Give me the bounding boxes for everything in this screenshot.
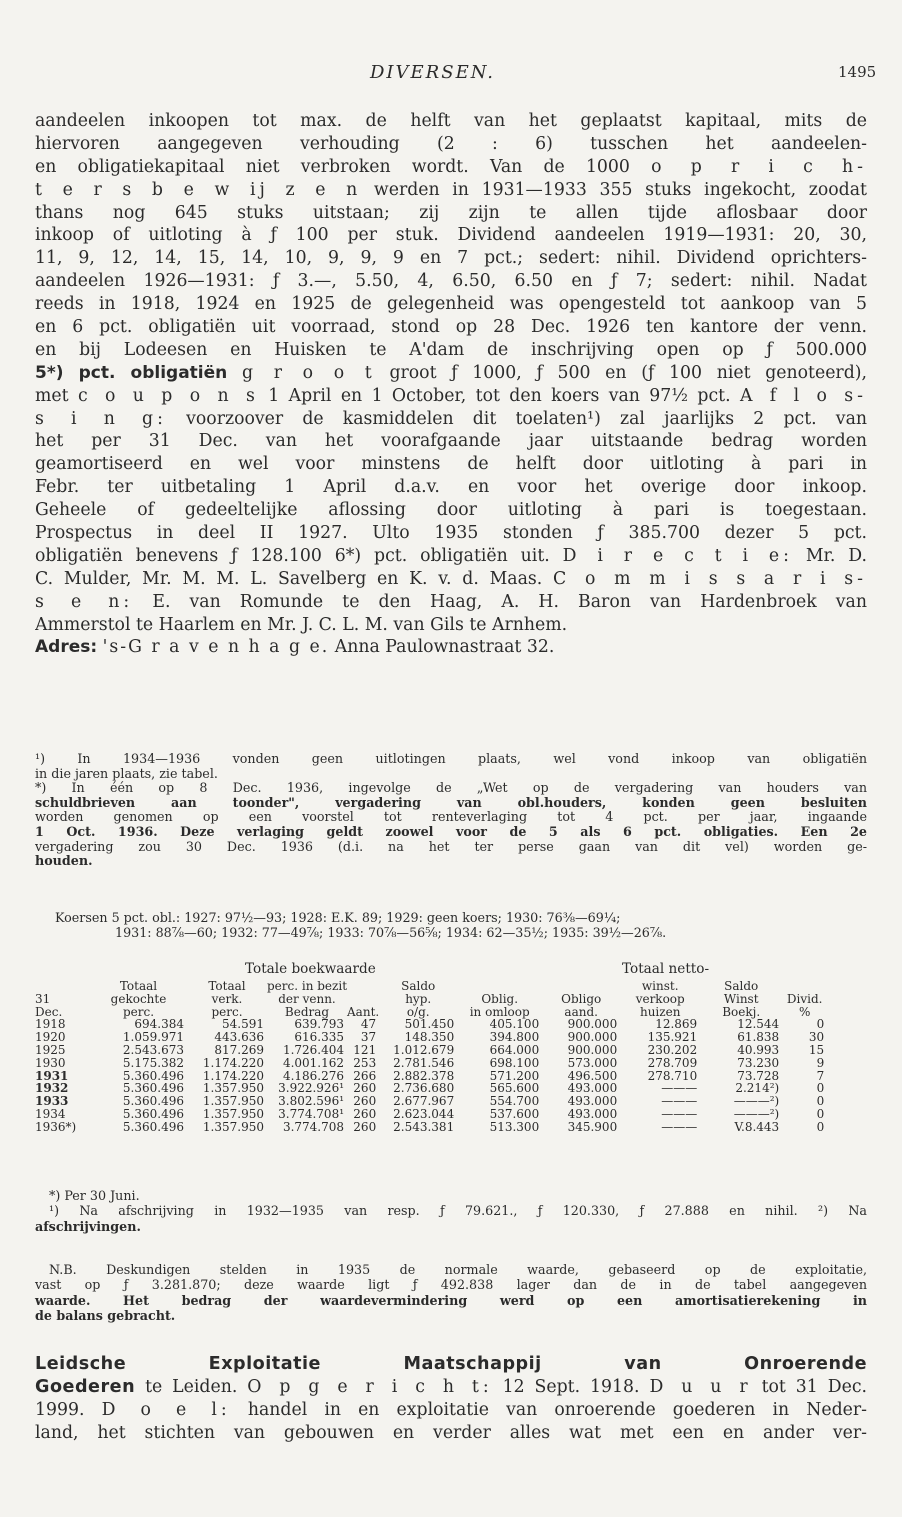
table-cell: 1.357.950	[202, 1081, 264, 1096]
table-cell: 2.543.381	[393, 1119, 455, 1134]
text-line: Ammerstol te Haarlem en Mr. J. C. L. M. van Gils te Arnhem.	[35, 614, 568, 635]
table-cell: 1933	[35, 1094, 69, 1109]
table-cell: 1930	[35, 1055, 66, 1070]
footnote-line: worden genomen op een voorstel tot renteverlaging tot 4 pct. per jaar, ingaande	[35, 810, 867, 825]
company-line: Goederen te Leiden. O p g e r i c h t: 12 Sept. 1918. D u u r tot 31 Dec.	[35, 1376, 867, 1397]
footnote-line: in die jaren plaats, zie tabel.	[35, 766, 218, 781]
table-cell: 537.600	[489, 1106, 540, 1121]
koers-line: 1931: 88⅞—60; 1932: 77—49⅞; 1933: 70⅞—56⅝; 1934: 62—35½; 1935: 39½—26⅞.	[115, 925, 667, 940]
table-header-cell: Divid.	[786, 991, 823, 1006]
table-header-cell	[35, 980, 90, 993]
table-cell: ———	[661, 1094, 698, 1109]
page-number: 1495	[838, 63, 877, 81]
table-cell: 1.357.950	[202, 1094, 264, 1109]
text-line: inkoop of uitloting à ƒ 100 per stuk. Dividend aandeelen 1919—1931: 20, 30,	[35, 225, 867, 246]
table-cell: 0	[816, 1119, 825, 1134]
table-cell: 2.882.378	[393, 1068, 455, 1083]
text-line: s i n g: voorzoover de kasmiddelen dit toelaten¹) zal jaarlijks 2 pct. van	[35, 408, 867, 429]
table-cell: 900.000	[567, 1030, 618, 1045]
text-line: het per 31 Dec. van het voorafgaande jaar uitstaande bedrag worden	[35, 431, 867, 452]
company-entry	[35, 1353, 867, 1445]
table-cell: 817.269	[214, 1042, 264, 1057]
table-cell: 1932	[35, 1081, 69, 1096]
table-cell: 394.800	[489, 1030, 540, 1045]
table-cell: 1.726.404	[282, 1042, 345, 1057]
table-cell: 15	[808, 1042, 825, 1057]
table-cell: 7	[816, 1068, 825, 1083]
text-line: thans nog 645 stuks uitstaan; zij zijn te allen tijde aflosbaar door	[35, 202, 867, 223]
table-cell: 664.000	[489, 1042, 540, 1057]
table-cell: 2.214²)	[735, 1081, 780, 1096]
nb-line: vast op ƒ 3.281.870; deze waarde ligt ƒ 492.838 lager dan de in de tabel aangegeven	[35, 1277, 867, 1293]
table-header-cell: Dec.	[35, 1004, 63, 1019]
table-cell: ———	[661, 1081, 698, 1096]
table-cell: 61.838	[737, 1030, 780, 1045]
table-cell: 3.922.926¹	[278, 1081, 345, 1096]
text-line: geamortiseerd en wel voor minstens de helft door uitloting à pari in	[35, 454, 867, 475]
text-line: 5*) pct. obligatiën g r o o t groot ƒ 1000, ƒ 500 en (ƒ 100 niet genoteerd),	[35, 362, 867, 383]
footnote-line: ¹) In 1934—1936 vonden geen uitlotingen plaats, wel vond inkoop van obligatiën	[35, 752, 867, 766]
table-cell: 698.100	[489, 1055, 540, 1070]
text-line: aandeelen inkoopen tot max. de helft van het geplaatst kapitaal, mits de	[35, 111, 867, 131]
footnote-line: houden.	[35, 854, 93, 869]
table-cell: 5.360.496	[122, 1106, 184, 1121]
nb-line: N.B. Deskundigen stelden in 1935 de normale waarde, gebaseerd op de exploitatie,	[49, 1262, 867, 1277]
table-cell: 493.000	[567, 1081, 618, 1096]
table-header-cell: Totaal	[208, 979, 246, 993]
text-line: obligatiën benevens ƒ 128.100 6*) pct. obligatiën uit. D i r e c t i e: Mr. D.	[35, 545, 867, 566]
table-cell: 266	[353, 1068, 377, 1083]
koers-line: Koersen 5 pct. obl.: 1927: 97½—93; 1928: E.K. 89; 1929: geen koers; 1930: 76⅜—69¼;	[55, 910, 621, 925]
table-cell: 493.000	[567, 1094, 618, 1109]
table-header-cell: Bedrag	[284, 1004, 330, 1019]
table-cell: 1918	[35, 1017, 66, 1032]
table-cell: 0	[816, 1094, 825, 1109]
table-row	[35, 1044, 827, 1057]
table-header-cell	[542, 980, 620, 993]
table-cell: 0	[816, 1106, 825, 1121]
table-cell: 1920	[35, 1030, 66, 1045]
table-cell: 405.100	[489, 1017, 540, 1032]
table-header-cell: perc.	[211, 1004, 243, 1019]
table-cell: 0	[816, 1081, 825, 1096]
table-cell: 639.793	[294, 1017, 345, 1032]
table-header-cell: huizen	[639, 1004, 681, 1019]
table-cell: 54.591	[222, 1017, 264, 1032]
table-cell: 2.781.546	[393, 1055, 455, 1070]
table-cell: 501.450	[404, 1017, 455, 1032]
table-header-cell	[457, 980, 542, 993]
table-cell: 37	[360, 1030, 377, 1045]
text-line: met c o u p o n s 1 April en 1 October, tot den koers van 97½ pct. A f l o s-	[35, 385, 867, 406]
table-cell: 278.709	[647, 1055, 698, 1070]
table-cell: 345.900	[567, 1119, 618, 1134]
table-cell: 513.300	[489, 1119, 540, 1134]
company-line: 1999. D o e l: handel in en exploitatie van onroerende goederen in Neder-	[35, 1399, 867, 1420]
table-note: afschrijvingen.	[35, 1218, 141, 1234]
table-header-cell: verkoop	[635, 991, 685, 1006]
table-cell: 900.000	[567, 1017, 618, 1032]
table-cell: 12.544	[737, 1017, 780, 1032]
table-header-cell: Saldo	[724, 979, 759, 993]
table-cell: 5.360.496	[122, 1081, 184, 1096]
footnote-line: vergadering zou 30 Dec. 1936 (d.i. na het ter perse gaan van dit vel) worden ge-	[35, 839, 867, 854]
table-cell: V.8.443	[734, 1119, 780, 1134]
table-cell: 573.000	[567, 1055, 618, 1070]
table-cell: ———	[661, 1106, 698, 1121]
text-line: en bij Lodeesen en Huisken te A'dam de inschrijving open op ƒ 500.000	[35, 339, 867, 360]
group-header-boekwaarde: Totale boekwaarde	[245, 961, 376, 977]
table-cell: 3.774.708¹	[278, 1106, 345, 1121]
table-header-cell: 31	[35, 991, 51, 1006]
table-header-row	[35, 993, 827, 1006]
table-header-cell: perc. in bezit	[267, 979, 348, 993]
table-cell: 5.360.496	[122, 1094, 184, 1109]
table-cell: 1.059.971	[122, 1030, 184, 1045]
table-cell: 5.360.496	[122, 1068, 184, 1083]
table-cell: 3.774.708	[282, 1119, 345, 1134]
table-cell: 12.869	[655, 1017, 698, 1032]
table-row	[35, 1121, 827, 1134]
table-notes	[35, 1188, 867, 1234]
nb-line: waarde. Het bedrag der waardevermindering werd op een amortisatierekening in	[35, 1292, 867, 1308]
table-cell: 260	[353, 1119, 377, 1134]
table-cell: 616.335	[294, 1030, 345, 1045]
table-cell: 4.186.276	[282, 1068, 345, 1083]
table-header-cell: o/g.	[406, 1004, 430, 1019]
table-cell: 1934	[35, 1106, 66, 1121]
table-cell: 3.802.596¹	[278, 1094, 345, 1109]
table-cell: 30	[808, 1030, 825, 1045]
nb-line: de balans gebracht.	[35, 1308, 176, 1324]
table-cell: 40.993	[737, 1042, 780, 1057]
table-cell: 694.384	[134, 1017, 184, 1032]
table-note: ¹) Na afschrijving in 1932—1935 van resp. ƒ 79.621., ƒ 120.330, ƒ 27.888 en nihil. ²) Na	[49, 1203, 867, 1219]
table-cell: 565.600	[489, 1081, 540, 1096]
text-line: reeds in 1918, 1924 en 1925 de gelegenheid was opengesteld tot aankoop van 5	[35, 294, 867, 315]
group-header-netto: Totaal netto-	[622, 961, 710, 977]
table-cell: 1.012.679	[393, 1042, 455, 1057]
table-row	[35, 1108, 827, 1121]
main-text	[35, 110, 867, 659]
koersen	[55, 910, 666, 940]
table-cell: 2.543.673	[122, 1042, 184, 1057]
footnote-line: *) In één op 8 Dec. 1936, ingevolge de „Wet op de vergadering van houders van	[35, 781, 867, 796]
table-cell: 1925	[35, 1042, 66, 1057]
table-header-cell	[347, 980, 379, 993]
obligatien-label: 5*) pct. obligatiën	[35, 362, 228, 383]
table-header-cell: Obligo	[561, 991, 602, 1006]
table-cell: 1936*)	[35, 1119, 77, 1134]
table-cell: 2.623.044	[393, 1106, 455, 1121]
table-cell: 278.710	[647, 1068, 698, 1083]
table-cell: ———²)	[733, 1094, 780, 1109]
table-header-cell: winst.	[641, 979, 679, 993]
table-header-cell: %	[799, 1004, 811, 1019]
text-line: hiervoren aangegeven verhouding (2 : 6) tusschen het aandeelen-	[35, 133, 867, 154]
table-header-cell: Oblig.	[481, 991, 519, 1006]
table-cell: 1.174.220	[202, 1068, 264, 1083]
table-cell: 121	[353, 1042, 377, 1057]
table-cell: 135.921	[647, 1030, 698, 1045]
table-cell: 5.175.382	[122, 1055, 184, 1070]
table-cell: 571.200	[489, 1068, 540, 1083]
table-header-cell: hyp.	[405, 991, 432, 1006]
text-line: 11, 9, 12, 14, 15, 14, 10, 9, 9, 9 en 7 pct.; sedert: nihil. Dividend oprichters-	[35, 248, 867, 269]
table-header-cell: aand.	[564, 1004, 598, 1019]
footnote-line: schuldbrieven aan toonder", vergadering van obl.houders, konden geen besluiten	[35, 795, 867, 810]
nb-note	[35, 1262, 867, 1324]
table-cell: 260	[353, 1106, 377, 1121]
table-header-cell: verk.	[211, 991, 243, 1006]
text-line: en obligatiekapitaal niet verbroken wordt. Van de 1000 o p r i c h-	[35, 156, 867, 177]
running-header: DIVERSEN.	[370, 62, 496, 83]
text-line: Geheele of gedeeltelijke aflossing door uitloting à pari is toegestaan.	[35, 500, 867, 521]
table-cell: 1.174.220	[202, 1055, 264, 1070]
text-line: Prospectus in deel II 1927. Ulto 1935 stonden ƒ 385.700 dezer 5 pct.	[35, 523, 867, 544]
table-cell: 0	[816, 1017, 825, 1032]
table-header-cell: Boekj.	[722, 1004, 761, 1019]
table-cell: 253	[353, 1055, 377, 1070]
text-line: en 6 pct. obligatiën uit voorraad, stond op 28 Dec. 1926 ten kantore der venn.	[35, 317, 867, 338]
table-cell: 47	[360, 1017, 377, 1032]
text-line: t e r s b e w ij z e n werden in 1931—1933 355 stuks ingekocht, zoodat	[35, 179, 867, 200]
footnotes	[35, 752, 867, 869]
table-cell: 4.001.162	[282, 1055, 345, 1070]
company-line: land, het stichten van gebouwen en verder alles wat met een en ander ver-	[35, 1422, 867, 1443]
table-header-cell	[347, 993, 379, 1006]
table-cell: 900.000	[567, 1042, 618, 1057]
table-header-cell: Saldo	[401, 979, 436, 993]
table-cell: 493.000	[567, 1106, 618, 1121]
table-header-cell: Winst	[723, 991, 759, 1006]
adres-label: Adres:	[35, 637, 98, 658]
table-cell: 496.500	[567, 1068, 618, 1083]
table-note: *) Per 30 Juni.	[49, 1188, 140, 1203]
table-cell: 5.360.496	[122, 1119, 184, 1134]
table-header-cell: in omloop	[469, 1004, 530, 1019]
table-header-cell: Aant.	[347, 1004, 380, 1019]
table-cell: 260	[353, 1094, 377, 1109]
table-cell: 9	[816, 1055, 825, 1070]
text-line: s e n: E. van Romunde te den Haag, A. H. Baron van Hardenbroek van	[35, 591, 867, 612]
table-header-row	[35, 980, 827, 993]
table-cell: 1931	[35, 1068, 69, 1083]
table-cell: 2.677.967	[393, 1094, 455, 1109]
footnote-line: 1 Oct. 1936. Deze verlaging geldt zoowel voor de 5 als 6 pct. obligaties. Een 2e	[35, 824, 867, 839]
text-line: Adres: 's-G r a v e n h a g e. Anna Paulownastraat 32.	[35, 637, 555, 658]
table-cell: ———	[661, 1119, 698, 1134]
table-cell: 1.357.950	[202, 1119, 264, 1134]
table-row	[35, 1057, 827, 1070]
text-line: aandeelen 1926—1931: ƒ 3.—, 5.50, 4, 6.50, 6.50 en ƒ 7; sedert: nihil. Nadat	[35, 271, 867, 292]
table-cell: ———²)	[733, 1106, 780, 1121]
table-cell: 554.700	[489, 1094, 540, 1109]
company-name: Leidsche Exploitatie Maatschappij van Onroerende	[35, 1354, 867, 1374]
table-cell: 260	[353, 1081, 377, 1096]
table-header-cell: gekochte	[110, 991, 167, 1006]
table-cell: 73.728	[737, 1068, 780, 1083]
table-cell: 1.357.950	[202, 1106, 264, 1121]
boekwaarde-table	[35, 980, 827, 1134]
table-header-cell: perc.	[122, 1004, 155, 1019]
table-cell: 148.350	[404, 1030, 455, 1045]
table-cell: 230.202	[647, 1042, 698, 1057]
table-cell: 443.636	[214, 1030, 264, 1045]
text-line: C. Mulder, Mr. M. M. L. Savelberg en K. v. d. Maas. C o m m i s s a r i s-	[35, 568, 867, 589]
table-cell: 73.230	[737, 1055, 780, 1070]
table-header-cell: Totaal	[119, 979, 158, 993]
text-line: Febr. ter uitbetaling 1 April d.a.v. en voor het overige door inkoop.	[35, 477, 867, 498]
table-cell: 2.736.680	[393, 1081, 455, 1096]
table-header-cell: der venn.	[278, 991, 336, 1006]
table-header-cell	[782, 980, 827, 993]
